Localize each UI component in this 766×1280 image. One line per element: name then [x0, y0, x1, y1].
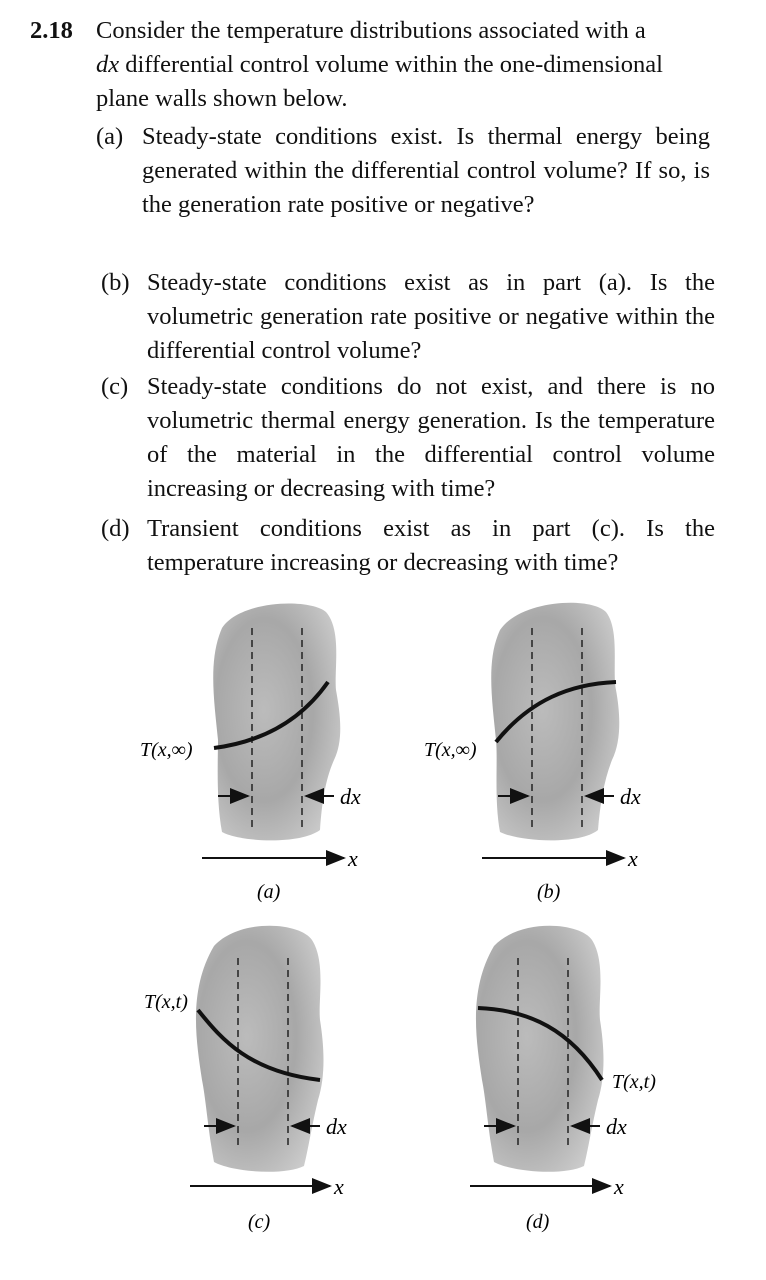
dx-label-b: dx — [620, 784, 641, 809]
part-a-text: Steady-state conditions exist. Is thermal energy being generated within the differential control volume? If so, is the generation rate positive or negative? — [142, 123, 710, 218]
figure-c — [144, 926, 347, 1233]
curve-label-a: T(x,∞) — [140, 739, 193, 761]
caption-c: (c) — [248, 1211, 271, 1233]
temperature-distribution-figures — [0, 580, 766, 1280]
figure-a — [140, 604, 361, 903]
part-c-text: Steady-state conditions do not exist, and there is no volumetric thermal energy generation. Is the temperature of the material in the differential control volume increasing or decreasing with time? — [147, 373, 715, 502]
curve-label-d: T(x,t) — [612, 1071, 656, 1093]
part-c — [101, 370, 766, 506]
part-d — [101, 512, 766, 580]
curve-label-c: T(x,t) — [144, 991, 188, 1013]
problem-stem — [30, 14, 730, 116]
stem-line-1: Consider the temperature distributions associated with a — [96, 17, 646, 44]
x-axis-label-c: x — [334, 1174, 344, 1199]
curve-label-b: T(x,∞) — [424, 739, 477, 761]
part-a-label: (a) — [96, 123, 124, 150]
part-d-text: Transient conditions exist as in part (c). Is the temperature increasing or decreasing with time? — [147, 515, 715, 576]
problem-number: 2.18 — [30, 17, 73, 44]
wall-a — [213, 604, 340, 841]
wall-b — [491, 603, 619, 841]
stem-line-3: plane walls shown below. — [96, 85, 348, 112]
problem-2-18 — [30, 14, 730, 116]
part-b-text: Steady-state conditions exist as in part (a). Is the volumetric generation rate positive or negative within the differential control volume? — [147, 269, 715, 364]
caption-d: (d) — [526, 1211, 550, 1233]
caption-a: (a) — [257, 881, 281, 903]
wall-d — [476, 926, 604, 1172]
dx-label-c: dx — [326, 1114, 347, 1139]
wall-c — [196, 926, 324, 1172]
figure-d — [470, 926, 656, 1233]
dx-label-a: dx — [340, 784, 361, 809]
stem-line-2: differential control volume within the one-dimensional — [119, 51, 663, 78]
part-d-label: (d) — [101, 515, 130, 542]
part-b — [101, 266, 766, 368]
figure-b — [424, 603, 641, 903]
dx-label-d: dx — [606, 1114, 627, 1139]
x-axis-label-a: x — [348, 846, 358, 871]
x-axis-label-b: x — [628, 846, 638, 871]
part-a — [96, 120, 766, 222]
part-c-label: (c) — [101, 373, 129, 400]
caption-b: (b) — [537, 881, 561, 903]
part-b-label: (b) — [101, 269, 130, 296]
x-axis-label-d: x — [614, 1174, 624, 1199]
stem-dx-variable: dx — [96, 51, 120, 78]
